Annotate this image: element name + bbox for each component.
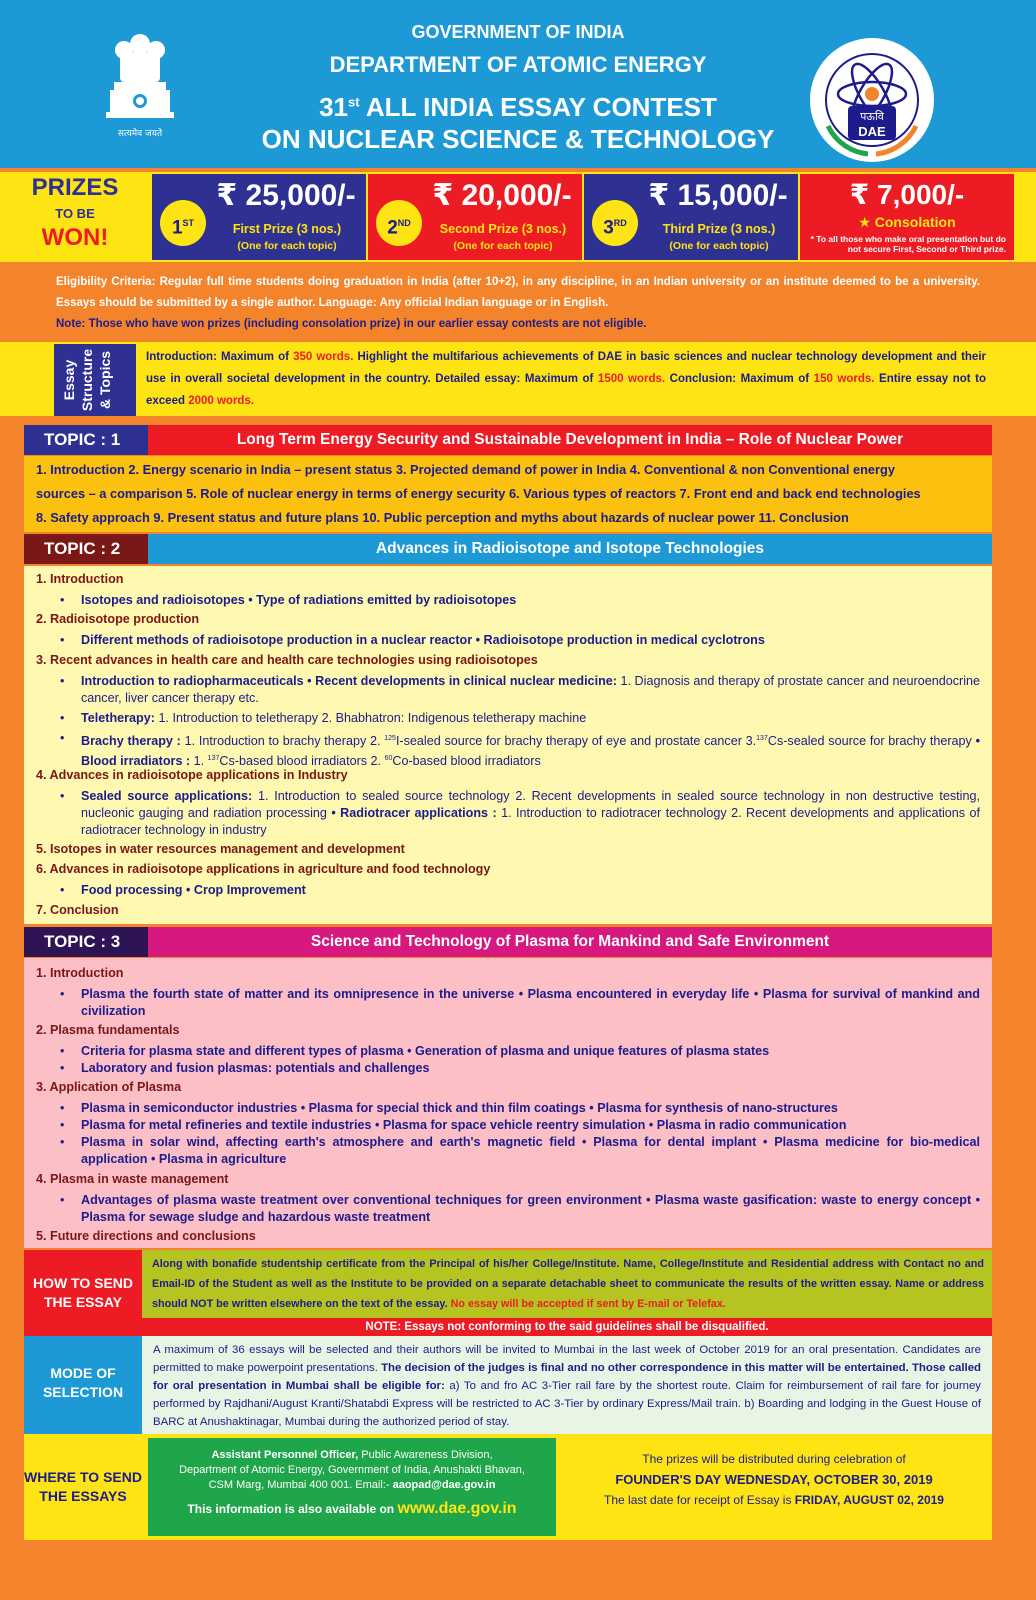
- list-item: • Sealed source applications: 1. Introduction to sealed source technology 2. Recent developments in sealed source technology in non destructive testing, nucleonic gauging and radiation processing • Radiotracer applications : 1. Introduction to radiotracer technology 2. Recent developments and applications of radiotracer technology in industry: [60, 789, 980, 837]
- website-line: This information is also available on www.dae.gov.in: [187, 1500, 517, 1517]
- list-item: 1. Introduction: [36, 966, 124, 980]
- list-item: 1. Introduction 2. Energy scenario in India – present status 3. Projected demand of power in India 4. Conventional & non Conventional energy: [36, 462, 895, 477]
- topic3-title: Science and Technology of Plasma for Mankind and Safe Environment: [148, 927, 992, 957]
- dates-line: The prizes will be distributed during celebration of: [642, 1452, 906, 1466]
- prize-sub: * To all those who make oral presentation but do not secure First, Second or Third prize.: [810, 234, 1006, 254]
- list-item: 7. Conclusion: [36, 903, 119, 917]
- address-box: [148, 1438, 556, 1536]
- rank-badge: 1ST: [160, 200, 206, 246]
- prize-consolation: [800, 174, 1014, 260]
- topic2-title: Advances in Radioisotope and Isotope Technologies: [148, 534, 992, 564]
- rank-badge: 3RD: [592, 200, 638, 246]
- address-line: Department of Atomic Energy, Government of India, Anushakti Bhavan,: [179, 1464, 525, 1476]
- address-line: Assistant Personnel Officer, Public Awareness Division,: [211, 1449, 493, 1461]
- mode-text: A maximum of 36 essays will be selected and their authors will be invited to Mumbai in the last week of October 2019 for an oral presentation. Candidates are permitted to make powerpoint presentations. The decision of the judges is final and no other correspondence in this matter will be entertained. Those called for oral presentation in Mumbai shall be eligible for: a) To and fro AC 3-Tier rail fare by the shortest route. Claim for reimbursement of rail fare for journey performed by Rajdhani/August Kranti/Shatabdi Express will be restricted to AC 3-Tier by ordinary Express/Mail train. b) Boarding and lodging in the Guest House of BARC at Anushaktinagar, Mumbai during the authorized period of stay.: [153, 1344, 982, 1428]
- list-item: • Introduction to radiopharmaceuticals • Recent developments in clinical nuclear medicine: 1. Diagnosis and therapy of prostate cancer and neuroendocrine cancer, liver cancer therapy etc.: [60, 674, 981, 705]
- structure-text: Introduction: Maximum of 350 words. Highlight the multifarious achievements of DAE in basic sciences and nuclear technology development and their use in overall societal development in the country. Detailed essay: Maximum of 1500 words. Conclusion: Maximum of 150 words. Entire essay not to exceed 2000 words.: [146, 351, 986, 407]
- prize-second: [368, 174, 582, 260]
- list-item: • Plasma the fourth state of matter and its omnipresence in the universe • Plasma encountered in everyday life • Plasma for survival of mankind and civilization: [60, 987, 980, 1018]
- prize-sub: (One for each topic): [669, 240, 769, 252]
- list-item: • Plasma in solar wind, affecting earth's atmosphere and earth's magnetic field • Plasma for dental implant • Plasma medicine for bio-medical application • Plasma in agriculture: [60, 1135, 980, 1166]
- list-item: 2. Radioisotope production: [36, 612, 200, 626]
- list-item: • Teletherapy: 1. Introduction to teletherapy 2. Bhabhatron: Indigenous teletherapy machine: [60, 711, 587, 725]
- topic2-body: [24, 566, 992, 924]
- prize-amount: ₹ 25,000/-: [216, 179, 356, 212]
- list-item: 3. Application of Plasma: [36, 1080, 182, 1094]
- list-item: 3. Recent advances in health care and health care technologies using radioisotopes: [36, 653, 538, 667]
- prize-label: ★ Consolation: [858, 214, 956, 230]
- where-tag: WHERE TO SEND THE ESSAYS: [24, 1434, 142, 1540]
- list-item: • Plasma for metal refineries and textile industries • Plasma for space vehicle reentry simulation • Plasma in radio communication: [60, 1118, 847, 1132]
- list-item: • Brachy therapy : 1. Introduction to brachy therapy 2. $^{125}$I-sealed source for brachy therapy of eye and prostate cancer 3.$^{137}$Cs-sealed source for brachy therapy • Blood irradiators : 1. $^{137}$Cs-based blood irradiators 2. $^{60}$Co-based blood irradiators: [60, 731, 980, 769]
- eligibility-note: Note: Those who have won prizes (including consolation prize) in our earlier essay contests are not eligible.: [56, 318, 647, 330]
- svg-text:सत्यमेव जयते: सत्यमेव जयते: [117, 129, 163, 139]
- govt-title: GOVERNMENT OF INDIA: [411, 22, 625, 42]
- list-item: • Advantages of plasma waste treatment over conventional techniques for green environment • Plasma waste gasification: waste to energy concept • Plasma for sewage sludge and hazardous waste treatment: [60, 1193, 980, 1224]
- mode-tag: MODE OF SELECTION: [24, 1336, 142, 1434]
- prize-third: [584, 174, 798, 260]
- eligibility-section: [0, 262, 1036, 342]
- list-item: • Laboratory and fusion plasmas: potentials and challenges: [60, 1061, 430, 1075]
- founders-day: FOUNDER'S DAY WEDNESDAY, OCTOBER 30, 2019: [615, 1472, 933, 1487]
- prize-amount: ₹ 20,000/-: [432, 179, 572, 212]
- topic3-label: TOPIC : 3: [24, 927, 148, 957]
- prize-first: [152, 174, 366, 260]
- topic3-header: [24, 927, 992, 957]
- prize-label: First Prize (3 nos.): [232, 222, 342, 236]
- list-item: • Criteria for plasma state and different types of plasma • Generation of plasma and unique features of plasma states: [60, 1044, 770, 1058]
- prizes-band: [0, 172, 1036, 262]
- address-line: CSM Marg, Mumbai 400 001. Email:- aaopad@dae.gov.in: [208, 1479, 496, 1491]
- eligibility-text: Eligibility Criteria: Regular full time students doing graduation in India (after 10+2), in any discipline, in an Indian university or an institute deemed to be a university. Essays should be submitted by a single author. Language: Any official Indian language or in English.: [56, 276, 980, 309]
- list-item: • Different methods of radioisotope production in a nuclear reactor • Radioisotope production in medical cyclotrons: [60, 633, 765, 647]
- list-item: 8. Safety approach 9. Present status and future plans 10. Public perception and myths about hazards of nuclear power 11. Conclusion: [36, 510, 849, 525]
- prize-sub: (One for each topic): [237, 240, 337, 252]
- website-link[interactable]: www.dae.gov.in: [397, 1500, 517, 1517]
- list-item: sources – a comparison 5. Role of nuclear energy in terms of energy security 6. Various types of reactors 7. Front end and back end technologies: [36, 486, 921, 501]
- list-item: 4. Plasma in waste management: [36, 1172, 229, 1186]
- prizes-heading-3: WON!: [41, 224, 109, 251]
- svg-text:DAE: DAE: [858, 124, 886, 139]
- prize-sub: (One for each topic): [453, 240, 553, 252]
- how-to-send-tag: HOW TO SEND THE ESSAY: [24, 1250, 142, 1336]
- list-item: 2. Plasma fundamentals: [36, 1023, 180, 1037]
- how-to-send-text: Along with bonafide studentship certificate from the Principal of his/her College/Institute. Name, College/Institute and Residential address with Contact no and Email-ID of the Student as well as the Institute to be provided on a separate detachable sheet to communicate the results of the written essay. Name or address should NOT be written elsewhere on the text of the essay. No essay will be accepted if sent by E-mail or Telefax.: [152, 1258, 984, 1310]
- prize-label: Second Prize (3 nos.): [439, 222, 567, 236]
- list-item: • Isotopes and radioisotopes • Type of radiations emitted by radioisotopes: [60, 593, 517, 607]
- list-item: 4. Advances in radioisotope applications in Industry: [36, 768, 348, 782]
- list-item: 1. Introduction: [36, 572, 124, 586]
- prizes-heading-2: TO BE: [55, 206, 95, 221]
- list-item: • Plasma in semiconductor industries • Plasma for special thick and thin film coatings • Plasma for synthesis of nano-structures: [60, 1101, 838, 1115]
- list-item: • Food processing • Crop Improvement: [60, 883, 306, 897]
- prizes-heading: PRIZES: [31, 174, 119, 201]
- topic1-label: TOPIC : 1: [24, 425, 148, 455]
- svg-text:पऊवि: पऊवि: [860, 110, 884, 123]
- topic3-body: [24, 958, 992, 1248]
- prize-label: Third Prize (3 nos.): [662, 222, 776, 236]
- prize-amount: ₹ 15,000/-: [648, 179, 788, 212]
- dae-logo-icon: [808, 36, 936, 164]
- disqualify-note: NOTE: Essays not conforming to the said guidelines shall be disqualified.: [142, 1318, 992, 1336]
- prize-amount: ₹ 7,000/-: [849, 179, 965, 210]
- topic2-label: TOPIC : 2: [24, 534, 148, 564]
- dept-title: DEPARTMENT OF ATOMIC ENERGY: [329, 52, 707, 77]
- topic1-title: Long Term Energy Security and Sustainable Development in India – Role of Nuclear Power: [148, 425, 992, 455]
- topic2-header: [24, 534, 992, 564]
- contest-title: 31st ALL INDIA ESSAY CONTEST: [319, 92, 717, 122]
- list-item: 5. Future directions and conclusions: [36, 1229, 256, 1243]
- national-emblem-icon: [100, 26, 180, 146]
- list-item: 5. Isotopes in water resources management and development: [36, 842, 405, 856]
- rank-badge: 2ND: [376, 200, 422, 246]
- topic1-header: [24, 425, 992, 455]
- structure-tag: Essay Structure & Topics: [54, 344, 136, 416]
- list-item: 6. Advances in radioisotope applications in agriculture and food technology: [36, 862, 491, 876]
- last-date: The last date for receipt of Essay is FRIDAY, AUGUST 02, 2019: [604, 1493, 944, 1507]
- topic1-list: [24, 456, 992, 532]
- dates-box: [560, 1438, 988, 1536]
- contest-subtitle: ON NUCLEAR SCIENCE & TECHNOLOGY: [261, 124, 775, 154]
